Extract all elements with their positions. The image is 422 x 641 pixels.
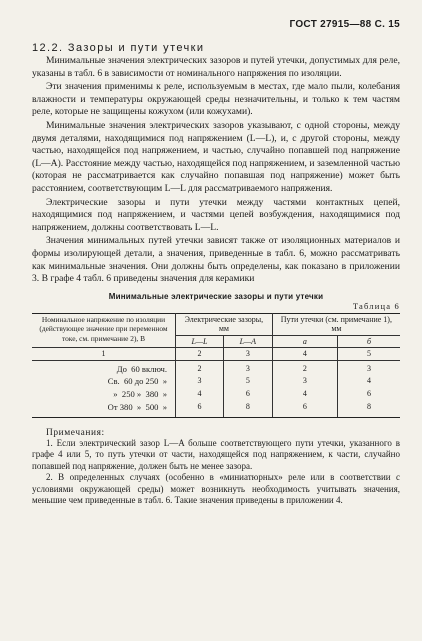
cell-b: 4 [337,375,400,388]
header-la: L—A [223,335,272,348]
cell-b: 3 [337,360,400,375]
cell-ll: 4 [176,388,224,401]
cell-voltage: Св. 60 до 250 » [32,375,176,388]
header-b: б [337,335,400,348]
cell-ll: 3 [176,375,224,388]
paragraph: Электрические зазоры и пути утечки между частями контактных цепей, находящимися под напряжением, и частями цепей возбуждения, находящимися под напряжением, должны соответствовать L—L. [32,196,400,233]
paragraph: Эти значения применимы к реле, используемым в местах, где мало пыли, колебания влажности и температуры окружающей среды незначительны, и только к тем частям реле, которые не защищены кожухом (или кожухами). [32,81,400,118]
section-title: 12.2. Зазоры и пути утечки [32,42,205,54]
col-number: 1 [32,348,176,361]
cell-la: 5 [223,375,272,388]
cell-a: 3 [272,375,337,388]
cell-la: 8 [223,401,272,417]
header-creepage: Пути утечки (см. примечание 1), мм [272,313,400,335]
cell-a: 4 [272,388,337,401]
table-row [32,360,400,375]
paragraph: Минимальные значения электрических зазоров и путей утечки, допустимых для реле, указаны в табл. 6 в зависимости от номинального напряжения по изоляции. [32,55,400,79]
note: 2. В определенных случаях (особенно в «миниатюрных» реле или в соответствии с условиями окружающей среды) может возникнуть необходимость учитывать значения, меньшие чем приведенные в табл. 6. Такие значения приведены в приложении 4. [32,472,400,505]
document-body [32,42,400,506]
cell-a: 2 [272,360,337,375]
header-ll: L—L [176,335,224,348]
table-row [32,375,400,388]
header-a: а [272,335,337,348]
paragraph: Минимальные значения электрических зазоров указывают, с одной стороны, между двумя деталями, находящимися под напряжением (L—L), и, с другой стороны, между частью, находящейся под напряжением, и частью, случайно попавшей под напряжение (L—A). Расстояние между частью, находящейся под напряжением, и заземленной частью (которая не рассматривается как случайно попавшая под напряжение) может быть расстоянием, соответствующим L—L для рассматриваемого напряжения. [32,119,400,194]
table-row [32,401,400,417]
notes-title: Примечания: [46,427,105,438]
clearance-table [32,313,400,418]
header-clearance: Электрические зазоры, мм [176,313,273,335]
page-header: ГОСТ 27915—88 С. 15 [289,19,400,30]
col-number: 3 [223,348,272,361]
header-voltage: Номинальное напряжение по изоляции (действующее значение при переменном токе, см. примечание 2), В [32,313,176,348]
table-row [32,388,400,401]
cell-la: 6 [223,388,272,401]
cell-a: 6 [272,401,337,417]
cell-ll: 2 [176,360,224,375]
cell-la: 3 [223,360,272,375]
table-title: Минимальные электрические зазоры и пути утечки [108,291,324,301]
col-number: 5 [337,348,400,361]
cell-b: 8 [337,401,400,417]
cell-b: 6 [337,388,400,401]
note: 1. Если электрический зазор L—A больше соответствующего пути утечки, указанного в графе 4 или 5, то путь утечки от части, находящейся под напряжением, к части, случайно попавшей под напряжение, должен быть не менее зазора. [32,437,400,471]
col-number: 2 [176,348,224,361]
cell-voltage: До 60 включ. [32,360,176,375]
table-number: Таблица 6 [352,300,400,311]
cell-voltage: От 380 » 500 » [32,401,176,417]
cell-ll: 6 [176,401,224,417]
paragraph: Значения минимальных путей утечки зависят также от изоляционных материалов и формы изолирующей детали, а значения, приведенные в табл. 6, можно рассматривать как минимальные значения. Они должны быть определены, как показано в приложении 3. В графе 4 табл. 6 приведены значения для керамики [32,235,400,285]
cell-voltage: » 250 » 380 » [32,388,176,401]
col-number: 4 [272,348,337,361]
